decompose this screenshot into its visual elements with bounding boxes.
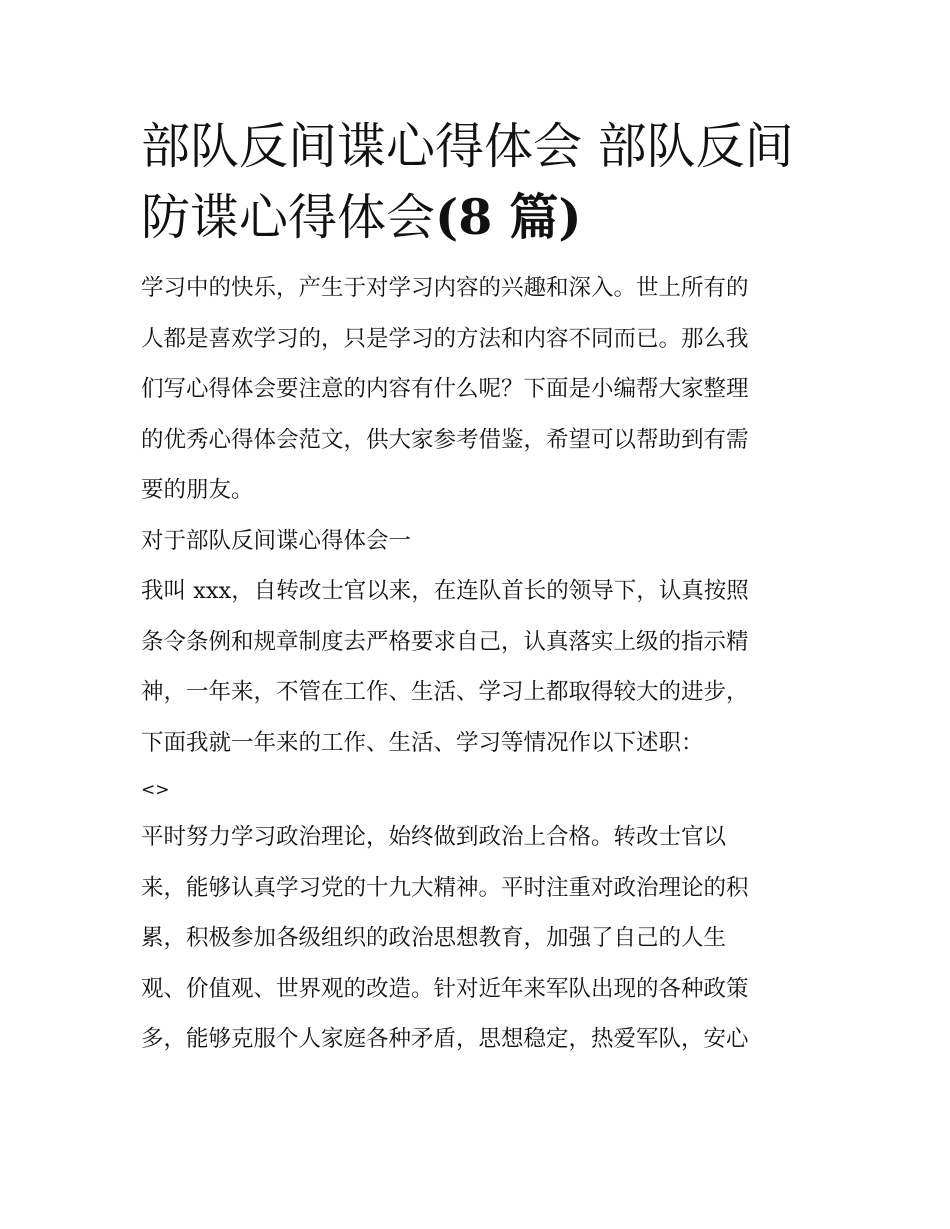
section-paragraph-2: 平时努力学习政治理论，始终做到政治上合格。转改士官以 来，能够认真学习党的十九大精神。平时注重对政治理论的积 累，积极参加各级组织的政治思想教育，加强了自己的人生 观、价值观、世界观的改造。针对近年来军队出现的各种政策 多，能够克服个人家庭各种矛盾，思想稳定，热爱军队，安心	[141, 824, 749, 1052]
title-line-2-text: 防谍心得体会	[141, 189, 436, 246]
title-line-2	[141, 182, 817, 253]
section-paragraph-1: 我叫 xxx，自转改士官以来，在连队首长的领导下，认真按照 条令条例和规章制度去严格要求自己，认真落实上级的指示精 神，一年来，不管在工作、生活、学习上都取得较大的进步， 下面我就一年来的工作、生活、学习等情况作以下述职：	[141, 578, 749, 756]
section-marker: <>	[141, 780, 170, 800]
intro-paragraph: 学习中的快乐，产生于对学习内容的兴趣和深入。世上所有的 人都是喜欢学习的，只是学习的方法和内容不同而已。那么我 们写心得体会要注意的内容有什么呢？下面是小编帮大家整理 的优秀心得体会范文，供大家参考借鉴，希望可以帮助到有需 要的朋友。	[141, 275, 749, 503]
title-count: (8 篇)	[435, 188, 582, 246]
document-body	[141, 112, 817, 1065]
section-heading: 对于部队反间谍心得体会一	[141, 527, 412, 554]
title-line-1: 部队反间谍心得体会 部队反间	[141, 118, 794, 175]
document-title	[141, 112, 817, 253]
